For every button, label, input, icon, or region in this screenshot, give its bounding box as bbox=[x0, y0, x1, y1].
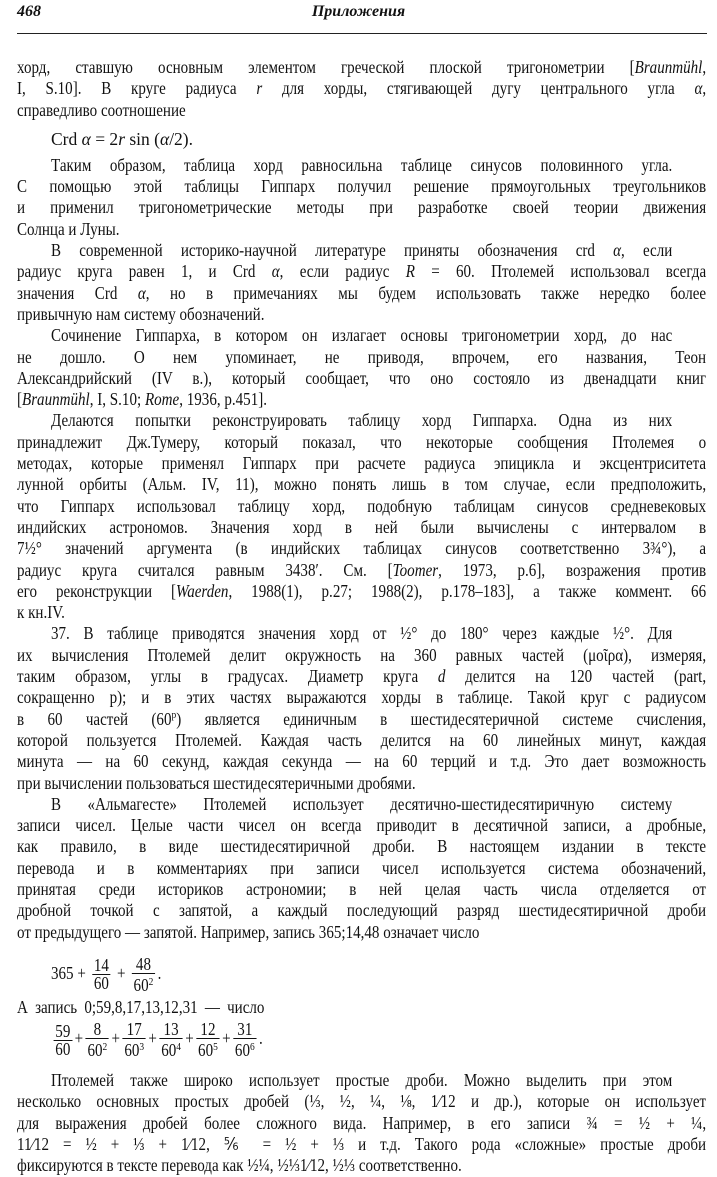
text-line bbox=[17, 815, 706, 836]
text-span: , 1973, p.6], возражения против bbox=[438, 559, 707, 580]
fraction bbox=[233, 1021, 256, 1059]
text-span: 7½° значений аргумента (в индийских таблицах синусов соответственно 3¾°), а bbox=[17, 538, 707, 559]
text-line bbox=[17, 560, 706, 581]
citation-author: Rome bbox=[144, 389, 180, 410]
denominator bbox=[92, 975, 110, 992]
citation-author: Braunmühl bbox=[22, 389, 90, 410]
text-line bbox=[17, 410, 706, 431]
text-span: и применил тригонометрические методы при разработке своей теории движения bbox=[17, 197, 707, 218]
denominator bbox=[233, 1039, 256, 1059]
text-line bbox=[17, 368, 706, 389]
text-line bbox=[17, 645, 706, 666]
exponent: 2 bbox=[148, 975, 154, 988]
den-base: 60 bbox=[93, 973, 109, 994]
text-line bbox=[17, 879, 706, 900]
denominator bbox=[123, 1039, 146, 1059]
text-span: , I, S.10; bbox=[89, 389, 145, 410]
text-line bbox=[17, 623, 706, 644]
math-variable: r bbox=[118, 128, 125, 149]
fraction bbox=[123, 1021, 146, 1059]
text-line bbox=[17, 709, 706, 730]
fraction bbox=[54, 1020, 72, 1059]
text-span: для выражения дробей более сложного вида. Например, в его записи ¾ = ½ + ¼, bbox=[17, 1112, 707, 1133]
formula-part: sin ( bbox=[125, 128, 160, 149]
fraction bbox=[196, 1021, 219, 1059]
denominator bbox=[54, 1038, 72, 1059]
text-span: что Гиппарх использовал таблицу хорд, подобную таблицам синусов средневековых bbox=[17, 495, 707, 516]
text-span: от предыдущего — запятой. Например, запись 365;14,48 означает число bbox=[17, 921, 480, 942]
text-line bbox=[17, 261, 706, 282]
text-span: записи чисел. Целые части чисел он всегда приводит в десятичной записи, а дробные, bbox=[17, 815, 707, 836]
text-span: которой пользуется Птолемей. Каждая часть делится на 60 линейных минут, каждая bbox=[17, 729, 707, 750]
text-line bbox=[17, 666, 706, 687]
text-span: принадлежит Дж.Тумеру, который показал, что некоторые сообщения Птолемея о bbox=[17, 431, 707, 452]
page-number: 468 bbox=[17, 3, 41, 20]
plus-sign: + bbox=[74, 1028, 84, 1049]
math-variable: r bbox=[256, 78, 263, 99]
numerator: 12 bbox=[196, 1021, 219, 1039]
text-line bbox=[17, 474, 706, 495]
text-span: 11⁄12 = ½ + ⅓ + 1⁄12, ⅚ = ½ + ⅓ и т.д. Такого рода «сложные» простые дроби bbox=[17, 1134, 707, 1155]
text-line bbox=[17, 858, 706, 879]
text-span: В современной историко-научной литературе приняты обозначения crd bbox=[51, 240, 614, 261]
citation-author: Toomer bbox=[392, 559, 439, 580]
math-variable: α bbox=[613, 240, 622, 261]
den-base: 60 bbox=[55, 1038, 71, 1059]
math-variable: α bbox=[160, 128, 170, 149]
exponent: 3 bbox=[139, 1041, 145, 1054]
text-span: , если bbox=[621, 240, 673, 261]
formula-crd bbox=[17, 125, 706, 153]
text-span: принятая среди историков астрономии; в ней целая часть числа отделяется от bbox=[17, 878, 707, 899]
fraction bbox=[86, 1021, 109, 1059]
text-span: , 1936, p.451]. bbox=[179, 389, 268, 410]
text-span: , 1988(1), p.27; 1988(2), p.178–183], а также коммент. 66 bbox=[228, 580, 707, 601]
plus-sign: + bbox=[148, 1028, 157, 1049]
den-base: 60 bbox=[87, 1040, 103, 1061]
text-span: Делаются попытки реконструировать таблицу хорд Гиппарха. Одна из них bbox=[51, 410, 673, 431]
text-span: индийских астрономов. Значения хорд в ней были вычислены с интервалом в bbox=[17, 516, 707, 537]
text-span: I, S.10]. В круге радиуса bbox=[17, 78, 257, 99]
text-line bbox=[17, 389, 706, 410]
text-span: привычную нам систему обозначений. bbox=[17, 303, 265, 324]
exponent: 4 bbox=[176, 1041, 181, 1054]
header-rule bbox=[17, 33, 707, 34]
math-variable: α bbox=[137, 282, 146, 303]
text-line bbox=[17, 751, 706, 772]
text-span: А запись 0;59,8,17,13,12,31 — число bbox=[17, 996, 265, 1017]
text-span: Птолемей также широко использует простые дроби. Можно выделить при этом bbox=[51, 1070, 673, 1091]
text-line bbox=[17, 1113, 706, 1134]
numerator: 14 bbox=[93, 955, 109, 976]
text-span: , bbox=[702, 57, 707, 77]
text-span: 37. В таблице приводятся значения хорд от ½° до 180° через каждые ½°. Для bbox=[51, 623, 673, 644]
den-base: 60 bbox=[133, 974, 149, 995]
formula-sum bbox=[17, 1016, 706, 1060]
running-title: Приложения bbox=[311, 3, 406, 20]
text-span: ) является единичным в шестидесятеричной системе счисления, bbox=[176, 708, 707, 729]
fraction bbox=[92, 957, 110, 992]
text-line bbox=[17, 836, 706, 857]
numerator: 59 bbox=[55, 1020, 71, 1041]
text-span: Сочинение Гиппарха, в котором он излагает основы тригонометрии хорд, до нас bbox=[51, 325, 673, 346]
text-line bbox=[17, 1091, 706, 1112]
plus-sign: + bbox=[185, 1028, 194, 1049]
math-variable: α bbox=[271, 261, 280, 282]
text-span: сокращенно p); и в этих частях выражаются хорды в таблице. Такой круг с радиусом bbox=[17, 687, 707, 708]
text-span: несколько основных простых дробей (⅓, ½, ¼, ⅛, 1⁄12 и др.), которые он использует bbox=[17, 1091, 707, 1112]
text-line bbox=[17, 432, 706, 453]
text-span: Солнца и Луны. bbox=[17, 218, 120, 239]
text-span: С помощью этой таблицы Гиппарх получил решение прямоугольных треугольников bbox=[17, 176, 707, 197]
spacer bbox=[17, 1060, 706, 1070]
text-line bbox=[17, 283, 706, 304]
text-span: Александрийский (IV в.), который сообщает, что оно состояло из двенадцати книг bbox=[17, 367, 707, 388]
formula-365 bbox=[17, 951, 706, 995]
numerator: 13 bbox=[159, 1021, 182, 1039]
text-line bbox=[17, 347, 706, 368]
text-span: делится на 120 частей (part, bbox=[445, 666, 707, 687]
math-variable: α bbox=[81, 128, 91, 149]
page-body bbox=[17, 57, 706, 1177]
formula-part: /2). bbox=[169, 128, 194, 149]
text-line bbox=[17, 57, 706, 78]
text-span: В «Альмагесте» Птолемей использует десятично-шестидесятиричную систему bbox=[51, 793, 673, 814]
text-line bbox=[17, 240, 706, 261]
plus-sign: + bbox=[222, 1028, 231, 1049]
text-span: [ bbox=[17, 389, 23, 410]
text-span: , но в примечаниях мы будем использовать также нередко более bbox=[145, 282, 707, 303]
exponent: 2 bbox=[102, 1041, 108, 1054]
text-span: таким образом, углы в градусах. Диаметр круга bbox=[17, 666, 438, 687]
text-span: не дошло. О нем упоминает, не приводя, впрочем, его названия, Теон bbox=[17, 346, 707, 367]
den-base: 60 bbox=[124, 1040, 140, 1061]
superscript: p bbox=[171, 708, 177, 721]
text-span: Таким образом, таблица хорд равносильна таблице синусов половинного угла. bbox=[51, 154, 673, 175]
plus-sign: + bbox=[111, 1028, 121, 1049]
text-line bbox=[17, 1134, 706, 1155]
citation-author: Waerden bbox=[176, 580, 229, 601]
text-span: к кн.IV. bbox=[17, 602, 65, 623]
text-line bbox=[17, 687, 706, 708]
formula-end: . bbox=[259, 1028, 263, 1049]
math-variable: R bbox=[405, 261, 415, 282]
text-line bbox=[17, 155, 706, 176]
formula-end: . bbox=[157, 962, 162, 983]
den-base: 60 bbox=[198, 1040, 214, 1061]
text-span: справедливо соотношение bbox=[17, 99, 186, 120]
math-variable: d bbox=[437, 666, 446, 687]
fraction bbox=[159, 1021, 182, 1059]
numerator: 8 bbox=[86, 1021, 109, 1039]
text-span: как правило, в виде шестидесятиричной дроби. В настоящем издании в тексте bbox=[17, 836, 707, 857]
text-span: их вычисления Птолемей делит окружность на 360 равных частей (μοῖρα), измеряя, bbox=[17, 644, 707, 665]
text-span: лунной орбиты (Альм. IV, 11), можно понять лишь в том случае, если предположить, bbox=[17, 474, 707, 495]
text-line bbox=[17, 730, 706, 751]
fraction bbox=[132, 953, 155, 995]
text-line bbox=[17, 304, 706, 325]
text-span: в 60 частей (60 bbox=[17, 708, 172, 729]
text-line bbox=[17, 538, 706, 559]
text-line bbox=[17, 1155, 706, 1176]
den-base: 60 bbox=[161, 1040, 177, 1061]
text-span: его реконструкции [ bbox=[17, 580, 177, 601]
exponent: 6 bbox=[249, 1041, 255, 1054]
text-span: методах, которые применял Гиппарх при расчете радиуса эпицикла и эксцентриситета bbox=[17, 453, 707, 474]
text-span: = 60. Птолемей использовал всегда bbox=[414, 261, 707, 282]
formula-part: Crd bbox=[51, 128, 82, 149]
text-line bbox=[17, 197, 706, 218]
text-span: дробной точкой с запятой, а каждый последующий разряд шестидесятиричной дроби bbox=[17, 900, 707, 921]
text-line bbox=[17, 100, 706, 121]
text-span: значения Crd bbox=[17, 282, 138, 303]
formula-part: = 2 bbox=[90, 128, 119, 149]
text-span: для хорды, стягивающей дугу центрального угла bbox=[262, 78, 695, 99]
text-line bbox=[17, 997, 706, 1018]
text-line bbox=[17, 581, 706, 602]
text-span: минута — на 60 секунд, каждая секунда — на 60 терций и т.д. Это дает возможность bbox=[17, 751, 707, 772]
text-span: хорд, ставшую основным элементом греческой плоской тригонометрии [ bbox=[17, 57, 635, 77]
numerator: 17 bbox=[123, 1021, 146, 1039]
text-line bbox=[17, 773, 706, 794]
text-line bbox=[17, 219, 706, 240]
citation-author: Braunmühl bbox=[634, 57, 703, 77]
denominator bbox=[196, 1039, 219, 1059]
math-variable: α bbox=[694, 78, 703, 99]
text-line bbox=[17, 1070, 706, 1091]
formula-part: 365 + bbox=[51, 962, 86, 983]
text-span: радиус круга равен 1, и Crd bbox=[17, 261, 272, 282]
text-line bbox=[17, 922, 706, 943]
text-span: перевода и в комментариях при записи чисел используется система обозначений, bbox=[17, 857, 707, 878]
text-line bbox=[17, 496, 706, 517]
text-line bbox=[17, 78, 706, 99]
text-line bbox=[17, 794, 706, 815]
denominator bbox=[86, 1039, 109, 1059]
text-span: фиксируются в тексте перевода как ½¼, ½⅓1⁄12, ½⅓ соответственно. bbox=[17, 1155, 462, 1176]
text-span: при вычислении пользоваться шестидесятеричными дробями. bbox=[17, 772, 416, 793]
text-line bbox=[17, 453, 706, 474]
text-line bbox=[17, 517, 706, 538]
plus-sign: + bbox=[117, 962, 126, 983]
denominator bbox=[159, 1039, 182, 1059]
text-span: , bbox=[702, 78, 707, 99]
text-span: , если радиус bbox=[279, 261, 406, 282]
text-line bbox=[17, 602, 706, 623]
den-base: 60 bbox=[234, 1040, 250, 1061]
numerator: 31 bbox=[233, 1021, 256, 1039]
numerator: 48 bbox=[132, 956, 155, 974]
text-span: радиус круга считался равным 3438′. См. [ bbox=[17, 559, 393, 580]
denominator bbox=[132, 974, 155, 994]
text-line bbox=[17, 176, 706, 197]
text-line bbox=[17, 900, 706, 921]
exponent: 5 bbox=[213, 1041, 218, 1054]
text-line bbox=[17, 325, 706, 346]
